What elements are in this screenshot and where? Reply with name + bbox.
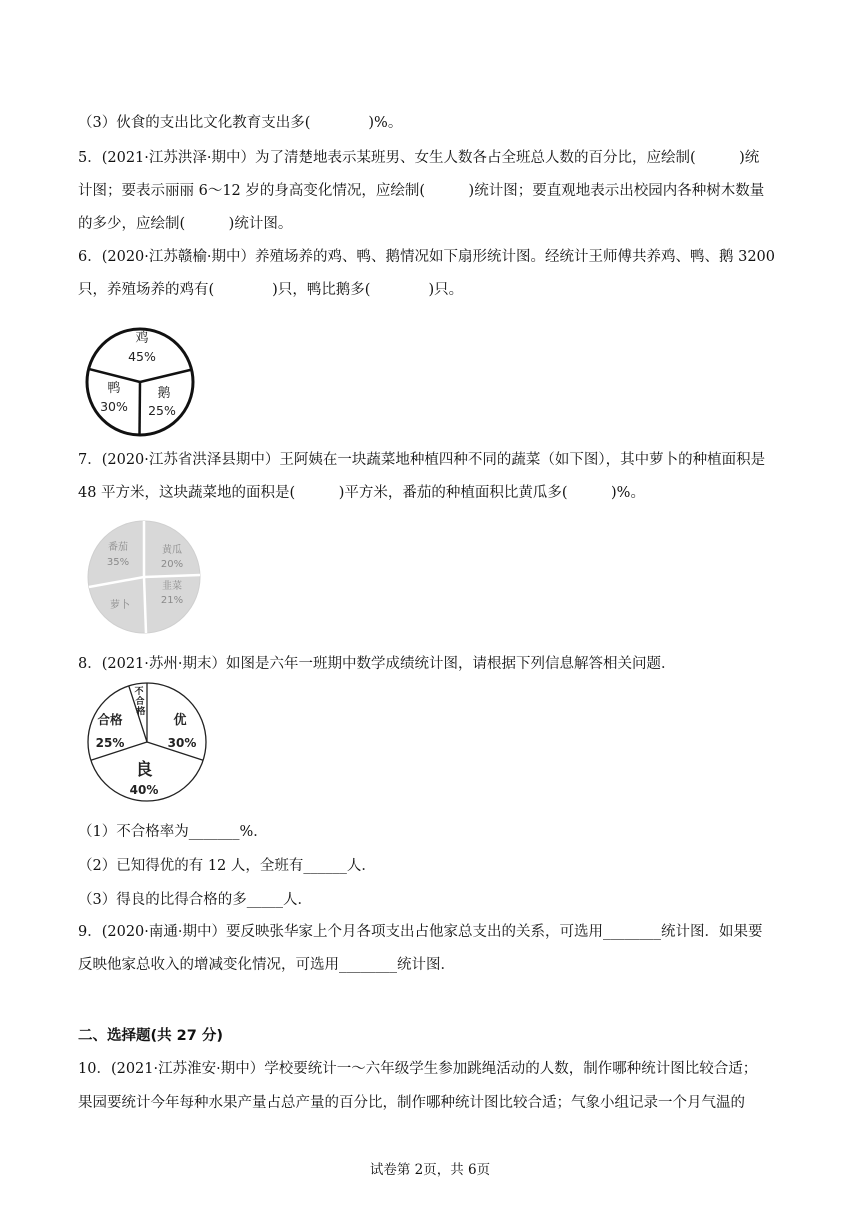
- slice-label-leek: 韭菜: [162, 581, 182, 592]
- slice-label-pass: 合格: [97, 712, 123, 727]
- page-footer: 试卷第 2页，共 6页: [369, 1162, 491, 1178]
- q6-line1: 6．(2020·江苏赣榆·期中）养殖场养的鸡、鸭、鹅情况如下扇形统计图。经统计王师傅共养鸡、鸭、鹅 3200: [78, 249, 776, 265]
- q8-sub2: （2）已知得优的有 12 人，全班有______人．: [78, 858, 376, 874]
- slice-label-goose: 鹅: [157, 386, 171, 401]
- q6-line2: 只，养殖场养的鸡有( )只，鸭比鹅多( )只。: [78, 282, 464, 298]
- pie-divider-goose-duck: [140, 382, 141, 435]
- slice-value-cucumber: 20%: [160, 559, 184, 570]
- q5-line1: 5．(2021·江苏洪泽·期中）为了清楚地表示某班男、女生人数各占全班总人数的百分比，应绘制( )统: [78, 150, 760, 166]
- fail-char-2: 合: [135, 697, 145, 707]
- q9-line1: 9．(2020·南通·期中）要反映张华家上个月各项支出占他家总支出的关系，可选用________统计图．如果要: [78, 924, 763, 940]
- slice-label-tomato: 番茄: [108, 542, 128, 553]
- slice-label-cucumber: 黄瓜: [162, 545, 182, 556]
- slice-value-excellent: 30%: [167, 736, 197, 750]
- slice-label-duck: 鸭: [107, 381, 121, 396]
- vegetable-pie-slices: [88, 521, 200, 633]
- slice-label-excellent: 优: [173, 713, 187, 728]
- slice-label-good: 良: [135, 760, 153, 780]
- fail-char-3: 格: [136, 707, 146, 717]
- q8-sub3: （3）得良的比得合格的多_____人．: [78, 892, 312, 908]
- q8-line1: 8．(2021·苏州·期末）如图是六年一班期中数学成绩统计图，请根据下列信息解答相关问题．: [78, 656, 676, 672]
- fail-char-1: 不: [134, 687, 144, 697]
- grades-pie-chart: [80, 680, 210, 804]
- q4-sub3: （3）伙食的支出比文化教育支出多( )%。: [78, 115, 403, 131]
- slice-label-chicken: 鸡: [135, 331, 149, 346]
- vegetable-pie-chart: [84, 520, 208, 636]
- slice-value-goose: 25%: [148, 403, 176, 418]
- q10-line2: 果园要统计今年每种水果产量占总产量的百分比，制作哪种统计图比较合适；气象小组记录一个月气温的: [78, 1095, 745, 1111]
- q5-line3: 的多少，应绘制( )统计图。: [78, 216, 293, 232]
- slice-value-pass: 25%: [95, 736, 125, 750]
- q9-line2: 反映他家总收入的增减变化情况，可选用________统计图．: [78, 957, 455, 973]
- slice-label-radish: 萝卜: [110, 600, 130, 611]
- slice-value-duck: 30%: [100, 399, 128, 414]
- q7-line1: 7．(2020·江苏省洪泽县期中）王阿姨在一块蔬菜地种植四种不同的蔬菜（如下图），其中萝卜的种植面积是: [78, 452, 766, 468]
- poultry-pie-chart: [78, 326, 208, 438]
- slice-value-leek: 21%: [160, 595, 184, 606]
- q8-sub1: （1）不合格率为_______%．: [78, 824, 268, 840]
- slice-value-good: 40%: [129, 783, 159, 797]
- slice-value-chicken: 45%: [128, 349, 156, 364]
- section-title-choice: 二、选择题(共 27 分): [78, 1028, 224, 1044]
- slice-value-tomato: 35%: [106, 557, 130, 568]
- q7-line2: 48 平方米，这块蔬菜地的面积是( )平方米，番茄的种植面积比黄瓜多( )%。: [78, 485, 645, 501]
- q10-line1: 10．(2021·江苏淮安·期中）学校要统计一～六年级学生参加跳绳活动的人数，制作哪种统计图比较合适；: [78, 1061, 758, 1077]
- q5-line2: 计图；要表示丽丽 6～12 岁的身高变化情况，应绘制( )统计图；要直观地表示出校园内各种树木数量: [78, 183, 765, 199]
